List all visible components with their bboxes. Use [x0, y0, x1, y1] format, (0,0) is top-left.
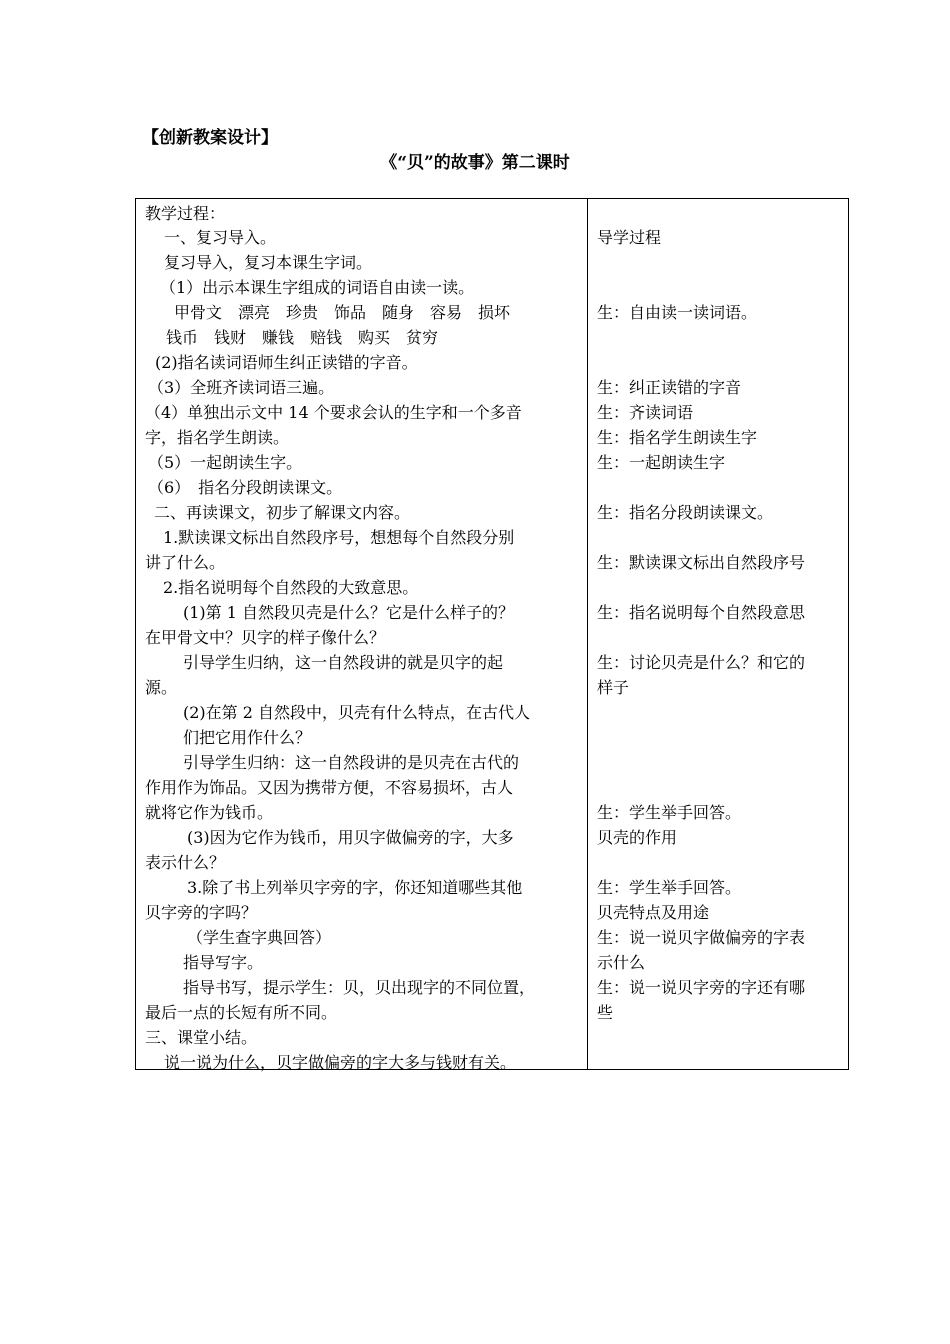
left-line: 复习导入，复习本课生字词。 [164, 253, 373, 272]
left-line: （5）一起朗读生字。 [148, 453, 303, 472]
right-line: 贝壳的作用 [597, 828, 678, 847]
left-line: 表示什么？ [145, 853, 226, 872]
left-line: （学生查字典回答） [187, 928, 332, 947]
left-line: （3）全班齐读词语三遍。 [148, 378, 335, 397]
left-line: 引导学生归纳：这一自然段讲的是贝壳在古代的 [183, 753, 520, 772]
left-line: 甲骨文 漂亮 珍贵 饰品 随身 容易 损坏 [174, 303, 511, 322]
left-line: 在甲骨文中？贝字的样子像什么？ [145, 628, 386, 647]
left-line: 们把它用作什么？ [183, 728, 312, 747]
right-line: 导学过程 [597, 228, 662, 247]
left-line: 说一说为什么，贝字做偏旁的字大多与钱财有关。 [164, 1053, 517, 1072]
left-line: (2)在第 2 自然段中，贝壳有什么特点，在古代人 [183, 703, 531, 722]
left-line: 钱币 钱财 赚钱 赔钱 购买 贫穷 [166, 328, 439, 347]
right-line: 生：学生举手回答。 [597, 803, 742, 822]
left-line: 最后一点的长短有所不同。 [145, 1003, 338, 1022]
left-line: 源。 [145, 678, 178, 697]
right-line: 生：纠正读错的字音 [597, 378, 742, 397]
right-line: 生：一起朗读生字 [597, 453, 726, 472]
left-line: 3.除了书上列举贝字旁的字，你还知道哪些其他 [187, 878, 523, 897]
left-line: 就将它作为钱币。 [145, 803, 274, 822]
column-divider [587, 199, 588, 1069]
right-line: 样子 [597, 678, 630, 697]
right-line: 生：默读课文标出自然段序号 [597, 553, 806, 572]
right-line: 生：说一说贝字旁的字还有哪 [597, 978, 806, 997]
right-line: 生：学生举手回答。 [597, 878, 742, 897]
right-line: 示什么 [597, 953, 646, 972]
section-heading: 【创新教案设计】 [142, 128, 278, 148]
left-line: 二、再读课文，初步了解课文内容。 [154, 503, 411, 522]
left-line: (1)第 1 自然段贝壳是什么？它是什么样子的？ [183, 603, 515, 622]
left-line: （1）出示本课生字组成的词语自由读一读。 [160, 278, 475, 297]
right-line: 生：指名学生朗读生字 [597, 428, 758, 447]
left-line: (3)因为它作为钱币，用贝字做偏旁的字，大多 [187, 828, 514, 847]
left-line: 三、课堂小结。 [145, 1028, 258, 1047]
right-line: 生：说一说贝字做偏旁的字表 [597, 928, 806, 947]
right-line: 生：齐读词语 [597, 403, 694, 422]
lesson-plan-table [135, 198, 849, 1070]
left-line: 贝字旁的字吗？ [145, 903, 258, 922]
left-line: (2)指名读词语师生纠正读错的字音。 [155, 353, 418, 372]
lesson-title: 《“贝”的故事》第二课时 [380, 153, 570, 173]
right-line: 生：指名说明每个自然段意思 [597, 603, 806, 622]
right-line: 生：指名分段朗读课文。 [597, 503, 774, 522]
left-line: 引导学生归纳，这一自然段讲的就是贝字的起 [183, 653, 504, 672]
left-line: 指导写字。 [183, 953, 264, 972]
left-line: 字，指名学生朗读。 [145, 428, 290, 447]
right-line: 些 [597, 1003, 614, 1022]
left-line: 作用作为饰品。又因为携带方便，不容易损坏，古人 [145, 778, 514, 797]
left-line: 指导书写，提示学生：贝，贝出现字的不同位置， [183, 978, 536, 997]
left-line: 2.指名说明每个自然段的大致意思。 [163, 578, 419, 597]
right-line: 生：讨论贝壳是什么？和它的 [597, 653, 806, 672]
left-line: （6） 指名分段朗读课文。 [148, 478, 343, 497]
left-line: 1.默读课文标出自然段序号，想想每个自然段分别 [163, 528, 515, 547]
right-line: 生：自由读一读词语。 [597, 303, 758, 322]
left-line: 讲了什么。 [145, 553, 226, 572]
left-line: 教学过程： [145, 204, 226, 223]
right-line: 贝壳特点及用途 [597, 903, 710, 922]
left-line: （4）单独出示文中 14 个要求会认的生字和一个多音 [145, 403, 522, 422]
left-line: 一、复习导入。 [164, 228, 277, 247]
